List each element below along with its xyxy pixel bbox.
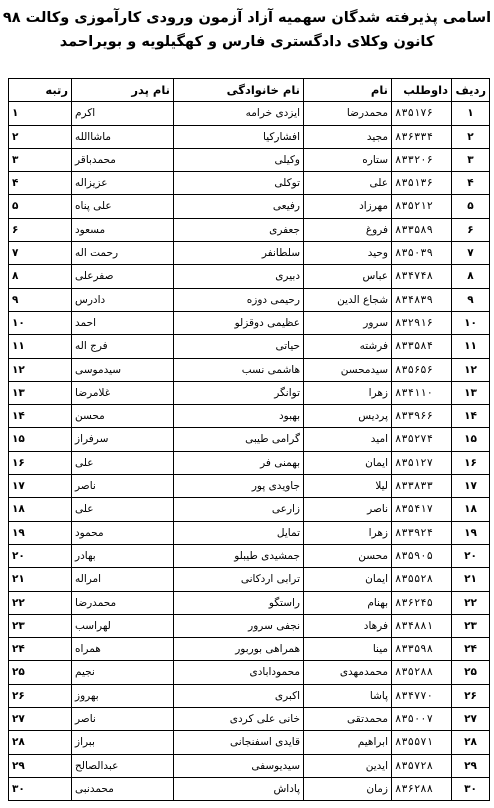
table-row — [9, 614, 490, 637]
father-name-cell: عبدالصالح — [72, 754, 174, 777]
row-number-cell: ۱۹ — [452, 521, 490, 544]
table-header-row — [9, 79, 490, 102]
last-name-cell: سیدیوسفی — [174, 754, 304, 777]
first-name-cell: زهرا — [304, 521, 392, 544]
table-row — [9, 521, 490, 544]
first-name-cell: فرهاد — [304, 614, 392, 637]
father-name-cell: امراله — [72, 568, 174, 591]
rank-cell: ۲۶ — [9, 684, 72, 707]
table-row — [9, 684, 490, 707]
father-name-cell: احمد — [72, 311, 174, 334]
last-name-cell: جمشیدی طیبلو — [174, 544, 304, 567]
last-name-cell: عظیمی دوقزلو — [174, 311, 304, 334]
last-name-cell: جاویدی پور — [174, 475, 304, 498]
candidate-code-cell: ۸۳۵۹۰۵ — [392, 544, 452, 567]
last-name-cell: جعفری — [174, 218, 304, 241]
rank-cell: ۳۰ — [9, 777, 72, 800]
first-name-cell: ایدین — [304, 754, 392, 777]
first-name-cell: محمدتقی — [304, 708, 392, 731]
col-header-rank: رتبه — [9, 79, 72, 102]
rank-cell: ۱۰ — [9, 311, 72, 334]
row-number-cell: ۲ — [452, 125, 490, 148]
rank-cell: ۶ — [9, 218, 72, 241]
col-header-row-number: ردیف — [452, 79, 490, 102]
candidate-code-cell: ۸۳۴۸۳۹ — [392, 288, 452, 311]
first-name-cell: وحید — [304, 242, 392, 265]
father-name-cell: بهادر — [72, 544, 174, 567]
candidate-code-cell: ۸۳۳۲۰۶ — [392, 148, 452, 171]
row-number-cell: ۶ — [452, 218, 490, 241]
table-row — [9, 777, 490, 800]
last-name-cell: تمایل — [174, 521, 304, 544]
col-header-last-name: نام خانوادگی — [174, 79, 304, 102]
father-name-cell: فرج اله — [72, 335, 174, 358]
row-number-cell: ۱۱ — [452, 335, 490, 358]
table-row — [9, 591, 490, 614]
rank-cell: ۲۳ — [9, 614, 72, 637]
father-name-cell: ناصر — [72, 475, 174, 498]
table-row — [9, 102, 490, 125]
last-name-cell: ایزدی خرامه — [174, 102, 304, 125]
last-name-cell: حیاتی — [174, 335, 304, 358]
father-name-cell: محمود — [72, 521, 174, 544]
first-name-cell: بهنام — [304, 591, 392, 614]
last-name-cell: اکبری — [174, 684, 304, 707]
table-row — [9, 731, 490, 754]
last-name-cell: رحیمی دوزه — [174, 288, 304, 311]
rank-cell: ۲۵ — [9, 661, 72, 684]
first-name-cell: ابراهیم — [304, 731, 392, 754]
table-row — [9, 498, 490, 521]
table-row — [9, 428, 490, 451]
table-row — [9, 265, 490, 288]
father-name-cell: ماشاالله — [72, 125, 174, 148]
candidate-code-cell: ۸۳۵۷۲۸ — [392, 754, 452, 777]
row-number-cell: ۹ — [452, 288, 490, 311]
row-number-cell: ۱۲ — [452, 358, 490, 381]
row-number-cell: ۲۸ — [452, 731, 490, 754]
row-number-cell: ۲۱ — [452, 568, 490, 591]
rank-cell: ۱۳ — [9, 381, 72, 404]
table-row — [9, 335, 490, 358]
last-name-cell: ترابی اردکانی — [174, 568, 304, 591]
father-name-cell: ناصر — [72, 708, 174, 731]
table-row — [9, 125, 490, 148]
col-header-father-name: نام پدر — [72, 79, 174, 102]
rank-cell: ۲۴ — [9, 638, 72, 661]
father-name-cell: همراه — [72, 638, 174, 661]
rank-cell: ۲۲ — [9, 591, 72, 614]
candidate-code-cell: ۸۳۵۲۷۴ — [392, 428, 452, 451]
rank-cell: ۲۸ — [9, 731, 72, 754]
accepted-candidates-table — [8, 78, 490, 801]
row-number-cell: ۲۰ — [452, 544, 490, 567]
row-number-cell: ۷ — [452, 242, 490, 265]
father-name-cell: ببراز — [72, 731, 174, 754]
candidate-code-cell: ۸۳۲۹۱۶ — [392, 311, 452, 334]
candidate-code-cell: ۸۳۵۶۵۶ — [392, 358, 452, 381]
first-name-cell: ستاره — [304, 148, 392, 171]
table-row — [9, 475, 490, 498]
table-row — [9, 754, 490, 777]
table-row — [9, 544, 490, 567]
father-name-cell: علی — [72, 451, 174, 474]
row-number-cell: ۱۵ — [452, 428, 490, 451]
last-name-cell: توکلی — [174, 172, 304, 195]
table-row — [9, 358, 490, 381]
row-number-cell: ۳ — [452, 148, 490, 171]
rank-cell: ۲ — [9, 125, 72, 148]
last-name-cell: زارعی — [174, 498, 304, 521]
last-name-cell: رفیعی — [174, 195, 304, 218]
table-row — [9, 218, 490, 241]
candidate-code-cell: ۸۳۳۵۸۴ — [392, 335, 452, 358]
row-number-cell: ۲۶ — [452, 684, 490, 707]
candidate-code-cell: ۸۳۴۷۷۰ — [392, 684, 452, 707]
row-number-cell: ۲۳ — [452, 614, 490, 637]
rank-cell: ۲۱ — [9, 568, 72, 591]
father-name-cell: غلامرضا — [72, 381, 174, 404]
father-name-cell: دادرس — [72, 288, 174, 311]
first-name-cell: محسن — [304, 544, 392, 567]
first-name-cell: سیدمحسن — [304, 358, 392, 381]
first-name-cell: لیلا — [304, 475, 392, 498]
first-name-cell: عباس — [304, 265, 392, 288]
father-name-cell: علی پناه — [72, 195, 174, 218]
rank-cell: ۴ — [9, 172, 72, 195]
row-number-cell: ۱۳ — [452, 381, 490, 404]
candidate-code-cell: ۸۳۶۲۴۵ — [392, 591, 452, 614]
last-name-cell: نجفی سرور — [174, 614, 304, 637]
father-name-cell: عزیزاله — [72, 172, 174, 195]
last-name-cell: محمودابادی — [174, 661, 304, 684]
rank-cell: ۱۷ — [9, 475, 72, 498]
table-row — [9, 148, 490, 171]
table-row — [9, 405, 490, 428]
col-header-candidate-code: داوطلب — [392, 79, 452, 102]
first-name-cell: زهرا — [304, 381, 392, 404]
first-name-cell: پردیس — [304, 405, 392, 428]
table-body — [9, 102, 490, 801]
last-name-cell: قایدی اسفنجانی — [174, 731, 304, 754]
table-row — [9, 195, 490, 218]
table-row — [9, 242, 490, 265]
candidate-code-cell: ۸۳۵۴۱۷ — [392, 498, 452, 521]
row-number-cell: ۲۷ — [452, 708, 490, 731]
last-name-cell: سلطانفر — [174, 242, 304, 265]
candidate-code-cell: ۸۳۵۰۳۹ — [392, 242, 452, 265]
row-number-cell: ۲۲ — [452, 591, 490, 614]
last-name-cell: وکیلی — [174, 148, 304, 171]
rank-cell: ۵ — [9, 195, 72, 218]
first-name-cell: محمدرضا — [304, 102, 392, 125]
last-name-cell: بهمنی فر — [174, 451, 304, 474]
first-name-cell: سرور — [304, 311, 392, 334]
first-name-cell: شجاع الدین — [304, 288, 392, 311]
table-row — [9, 311, 490, 334]
father-name-cell: بهروز — [72, 684, 174, 707]
table-row — [9, 708, 490, 731]
first-name-cell: ناصر — [304, 498, 392, 521]
father-name-cell: سیدموسی — [72, 358, 174, 381]
candidate-code-cell: ۸۳۴۷۴۸ — [392, 265, 452, 288]
rank-cell: ۲۹ — [9, 754, 72, 777]
last-name-cell: افشارکیا — [174, 125, 304, 148]
row-number-cell: ۱۰ — [452, 311, 490, 334]
father-name-cell: محمدباقر — [72, 148, 174, 171]
last-name-cell: خانی علی کردی — [174, 708, 304, 731]
row-number-cell: ۴ — [452, 172, 490, 195]
rank-cell: ۱۸ — [9, 498, 72, 521]
rank-cell: ۳ — [9, 148, 72, 171]
candidate-code-cell: ۸۳۴۸۸۱ — [392, 614, 452, 637]
candidate-code-cell: ۸۳۵۱۳۶ — [392, 172, 452, 195]
first-name-cell: پاشا — [304, 684, 392, 707]
rank-cell: ۱۴ — [9, 405, 72, 428]
table-row — [9, 288, 490, 311]
row-number-cell: ۱۸ — [452, 498, 490, 521]
candidate-code-cell: ۸۳۳۹۶۶ — [392, 405, 452, 428]
father-name-cell: اکرم — [72, 102, 174, 125]
table-row — [9, 451, 490, 474]
rank-cell: ۹ — [9, 288, 72, 311]
father-name-cell: مسعود — [72, 218, 174, 241]
father-name-cell: صفرعلی — [72, 265, 174, 288]
rank-cell: ۱ — [9, 102, 72, 125]
first-name-cell: مجید — [304, 125, 392, 148]
rank-cell: ۲۷ — [9, 708, 72, 731]
table-row — [9, 661, 490, 684]
last-name-cell: هاشمی نسب — [174, 358, 304, 381]
candidate-code-cell: ۸۳۴۱۱۰ — [392, 381, 452, 404]
first-name-cell: ایمان — [304, 568, 392, 591]
rank-cell: ۱۹ — [9, 521, 72, 544]
row-number-cell: ۵ — [452, 195, 490, 218]
candidate-code-cell: ۸۳۵۱۷۶ — [392, 102, 452, 125]
row-number-cell: ۱۴ — [452, 405, 490, 428]
rank-cell: ۱۱ — [9, 335, 72, 358]
last-name-cell: بهبود — [174, 405, 304, 428]
last-name-cell: پاداش — [174, 777, 304, 800]
rank-cell: ۱۵ — [9, 428, 72, 451]
row-number-cell: ۲۵ — [452, 661, 490, 684]
candidate-code-cell: ۸۳۶۲۸۸ — [392, 777, 452, 800]
last-name-cell: دبیری — [174, 265, 304, 288]
row-number-cell: ۱ — [452, 102, 490, 125]
rank-cell: ۱۲ — [9, 358, 72, 381]
document-header — [0, 0, 494, 52]
candidate-code-cell: ۸۳۳۹۲۴ — [392, 521, 452, 544]
table-row — [9, 172, 490, 195]
row-number-cell: ۸ — [452, 265, 490, 288]
candidate-code-cell: ۸۳۵۲۸۸ — [392, 661, 452, 684]
candidate-code-cell: ۸۳۵۱۲۷ — [392, 451, 452, 474]
candidate-code-cell: ۸۳۳۸۳۳ — [392, 475, 452, 498]
candidate-code-cell: ۸۳۵۵۷۱ — [392, 731, 452, 754]
table-row — [9, 638, 490, 661]
candidate-code-cell: ۸۳۵۲۱۲ — [392, 195, 452, 218]
first-name-cell: محمدمهدی — [304, 661, 392, 684]
first-name-cell: فرشته — [304, 335, 392, 358]
father-name-cell: محسن — [72, 405, 174, 428]
rank-cell: ۸ — [9, 265, 72, 288]
father-name-cell: نجیم — [72, 661, 174, 684]
father-name-cell: سرفراز — [72, 428, 174, 451]
row-number-cell: ۱۷ — [452, 475, 490, 498]
last-name-cell: همراهی بوربور — [174, 638, 304, 661]
father-name-cell: محمدرضا — [72, 591, 174, 614]
father-name-cell: محمدنبی — [72, 777, 174, 800]
table-row — [9, 381, 490, 404]
father-name-cell: لهراسب — [72, 614, 174, 637]
rank-cell: ۲۰ — [9, 544, 72, 567]
row-number-cell: ۳۰ — [452, 777, 490, 800]
document-title: اسامی پذیرفته شدگان سهمیه آزاد آزمون ورودی کارآموزی وکالت ۹۸ — [2, 10, 492, 26]
candidate-code-cell: ۸۳۳۵۸۹ — [392, 218, 452, 241]
col-header-first-name: نام — [304, 79, 392, 102]
last-name-cell: راستگو — [174, 591, 304, 614]
table-row — [9, 568, 490, 591]
candidate-code-cell: ۸۳۵۵۲۸ — [392, 568, 452, 591]
first-name-cell: زمان — [304, 777, 392, 800]
candidate-code-cell: ۸۳۵۰۰۷ — [392, 708, 452, 731]
first-name-cell: مهرزاد — [304, 195, 392, 218]
document-subtitle: کانون وکلای دادگستری فارس و کهگیلویه و بویراحمد — [59, 34, 435, 50]
last-name-cell: توانگر — [174, 381, 304, 404]
candidate-code-cell: ۸۳۶۳۳۴ — [392, 125, 452, 148]
row-number-cell: ۲۹ — [452, 754, 490, 777]
father-name-cell: علی — [72, 498, 174, 521]
father-name-cell: رحمت اله — [72, 242, 174, 265]
rank-cell: ۱۶ — [9, 451, 72, 474]
first-name-cell: فروغ — [304, 218, 392, 241]
row-number-cell: ۱۶ — [452, 451, 490, 474]
first-name-cell: ایمان — [304, 451, 392, 474]
last-name-cell: گرامی طیبی — [174, 428, 304, 451]
first-name-cell: امید — [304, 428, 392, 451]
candidate-code-cell: ۸۳۳۵۹۸ — [392, 638, 452, 661]
first-name-cell: مینا — [304, 638, 392, 661]
first-name-cell: علی — [304, 172, 392, 195]
row-number-cell: ۲۴ — [452, 638, 490, 661]
rank-cell: ۷ — [9, 242, 72, 265]
